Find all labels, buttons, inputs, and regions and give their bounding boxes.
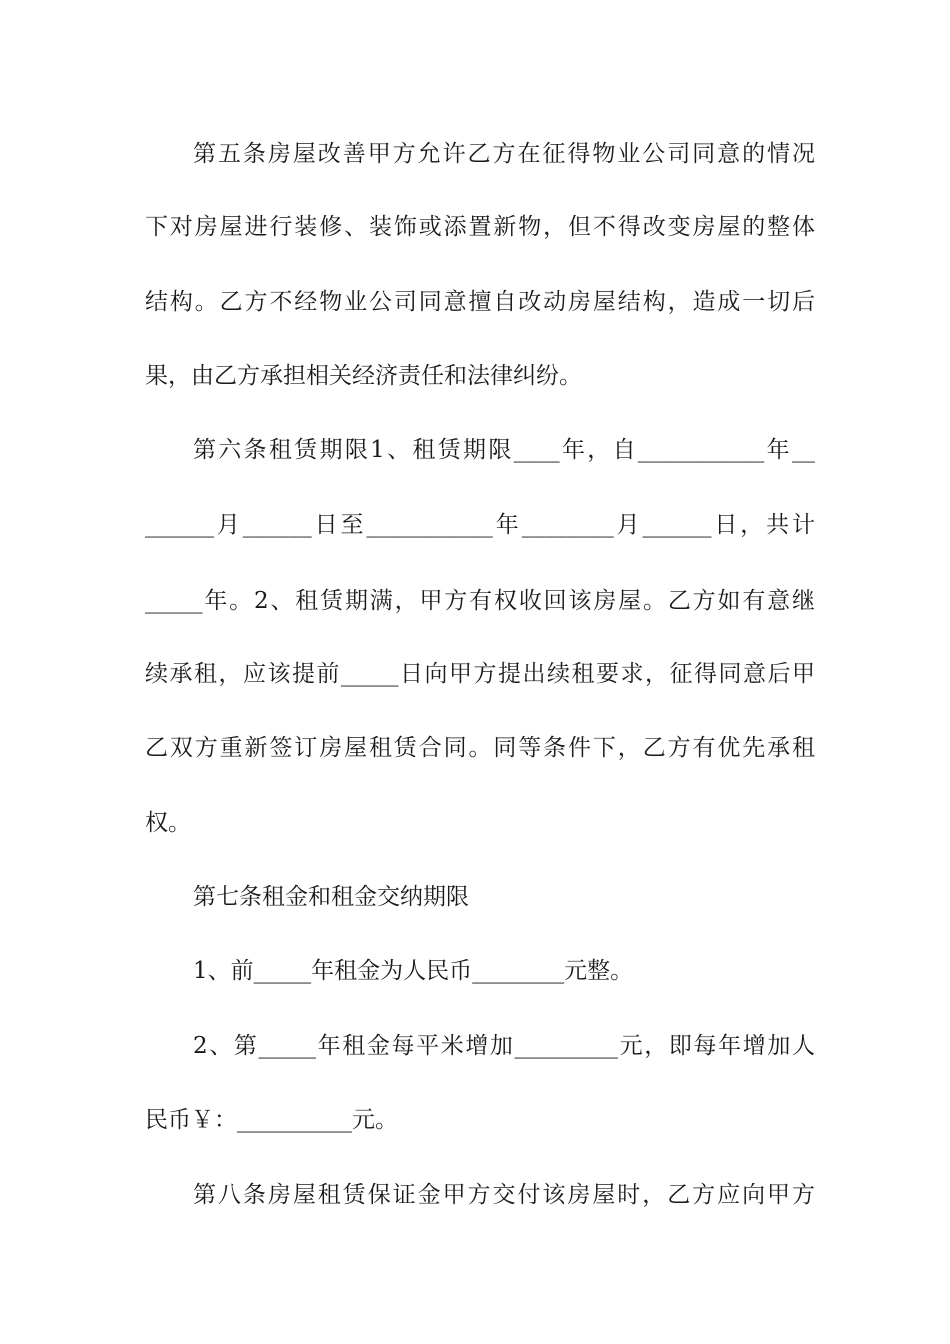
paragraph-article-6-line-5: 乙双方重新签订房屋租赁合同。同等条件下，乙方有优先承租 [145, 735, 815, 761]
paragraph-article-6-line-3: _____年。2、租赁期满，甲方有权收回该房屋。乙方如有意继 [145, 588, 815, 614]
paragraph-article-7-item-2-line-2: 民币￥：__________元。 [145, 1107, 398, 1133]
heading-article-7: 第七条租金和租金交纳期限 [193, 884, 469, 910]
paragraph-article-5-line-4: 果，由乙方承担相关经济责任和法律纠纷。 [145, 363, 582, 389]
paragraph-article-5-line-2: 下对房屋进行装修、装饰或添置新物，但不得改变房屋的整体 [145, 214, 815, 240]
paragraph-article-6-line-6: 权。 [145, 810, 191, 836]
paragraph-article-5-line-1: 第五条房屋改善甲方允许乙方在征得物业公司同意的情况 [193, 141, 815, 167]
paragraph-article-6-line-4: 续承租，应该提前_____日向甲方提出续租要求，征得同意后甲 [145, 661, 815, 687]
paragraph-article-6-line-1: 第六条租赁期限1、租赁期限____年，自___________年__ [193, 437, 815, 463]
paragraph-article-7-item-2-line-1: 2、第_____年租金每平米增加_________元，即每年增加人 [193, 1033, 815, 1059]
paragraph-article-7-item-1: 1、前_____年租金为人民币________元整。 [193, 958, 634, 984]
paragraph-article-5-line-3: 结构。乙方不经物业公司同意擅自改动房屋结构，造成一切后 [145, 289, 815, 315]
paragraph-article-8-line-1: 第八条房屋租赁保证金甲方交付该房屋时，乙方应向甲方 [193, 1182, 815, 1208]
paragraph-article-6-line-2: ______月______日至___________年________月______日，共计 [145, 512, 815, 538]
